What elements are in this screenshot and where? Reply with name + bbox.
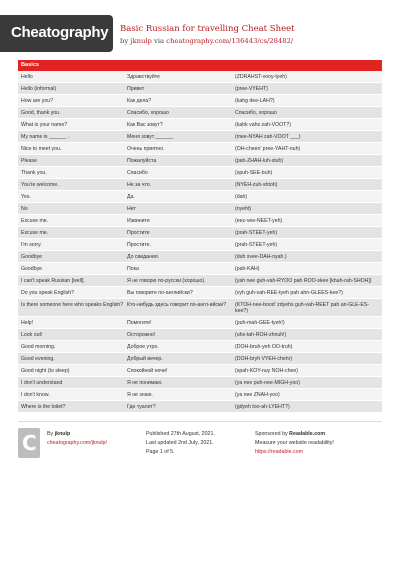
russian-phrase: Простите — [127, 230, 150, 236]
russian-phrase: Меня зовут ______ — [127, 134, 173, 140]
english-phrase: Where is the toilet? — [21, 404, 66, 410]
phrase-row — [18, 227, 382, 239]
phrase-row — [18, 155, 382, 167]
page-title: Basic Russian for travelling Cheat Sheet — [120, 24, 295, 34]
russian-phrase: Я не знаю. — [127, 392, 153, 398]
pronunciation: (dah) — [235, 194, 248, 200]
phrase-row — [18, 239, 382, 251]
english-phrase: Nice to meet you. — [21, 146, 62, 152]
english-phrase: Do you speak English? — [21, 290, 75, 296]
phrase-row — [18, 401, 382, 413]
sponsor-prefix: Sponsored by — [255, 431, 290, 437]
pronunciation: (OH-cheen' pree-YAHT-nuh) — [235, 146, 301, 152]
english-phrase: Hello — [21, 74, 33, 80]
phrase-row — [18, 119, 382, 131]
pronunciation: (duh svee-DAH-nyah.) — [235, 254, 287, 260]
english-phrase: Good night (to sleep) — [21, 368, 70, 374]
phrase-row — [18, 299, 382, 317]
russian-phrase: Очень приятно. — [127, 146, 165, 152]
russian-phrase: Спасибо — [127, 170, 148, 176]
pronunciation: (eez-vee-NEET-yeh) — [235, 218, 283, 224]
english-phrase: No — [21, 206, 28, 212]
russian-phrase: До свидания. — [127, 254, 160, 260]
english-phrase: You're welcome. — [21, 182, 59, 188]
phrase-row — [18, 389, 382, 401]
phrase-row — [18, 191, 382, 203]
russian-phrase: Спасибо, хорошо — [127, 110, 169, 116]
subtitle-via: via — [151, 37, 167, 45]
page-subtitle — [120, 37, 293, 45]
pronunciation: (ya nee puh-nee-MIGH-yoo) — [235, 380, 300, 386]
russian-phrase: Как Вас зовут? — [127, 122, 163, 128]
pronunciation: (pah-ZHAH-luh-stuh) — [235, 158, 284, 164]
english-phrase: Good evening. — [21, 356, 55, 362]
pronunciation: (vyh guh-vah-REE-tyeh pah ahn-GLEES-kee?) — [235, 290, 343, 296]
subtitle-by: by — [120, 37, 131, 45]
cheatography-logo[interactable] — [0, 15, 113, 52]
pronunciation: (mee-NYAH zah-VOOT ___) — [235, 134, 301, 140]
footer-author-link[interactable]: cheatography.com/jknulp/ — [47, 440, 107, 446]
english-phrase: Excuse me. — [21, 218, 49, 224]
russian-phrase: Кто-нибудь здесь говорит по-англ-ийски? — [127, 302, 227, 308]
english-phrase: Is there someone here who speaks English? — [21, 302, 124, 308]
phrase-row — [18, 365, 382, 377]
phrase-row — [18, 251, 382, 263]
sponsor-name: Readable.com — [289, 431, 326, 437]
pronunciation: (puh-mah-GEE-tyeh!) — [235, 320, 285, 326]
phrase-row — [18, 131, 382, 143]
pronunciation: (kahk vahs zah-VOOT?) — [235, 122, 291, 128]
author-avatar — [18, 428, 40, 458]
pronunciation: (NYEH-zuh-shtoh) — [235, 182, 278, 188]
avatar-letter: C — [22, 431, 37, 455]
phrase-row — [18, 263, 382, 275]
english-phrase: How are you? — [21, 98, 54, 104]
footer-dates — [146, 430, 215, 457]
pronunciation: (spah-KOY-nuy NOH-chee) — [235, 368, 298, 374]
phrase-table — [18, 71, 382, 413]
pronunciation: (prah-STEET-yeh) — [235, 242, 278, 248]
russian-phrase: Простите. — [127, 242, 152, 248]
page-footer — [18, 421, 382, 464]
russian-phrase: Я не говорю по-русски (хорошо). — [127, 278, 206, 284]
english-phrase: I don't know. — [21, 392, 50, 398]
phrase-row — [18, 215, 382, 227]
russian-phrase: Привет — [127, 86, 145, 92]
russian-phrase: Где туалет? — [127, 404, 156, 410]
phrase-row — [18, 107, 382, 119]
phrase-row — [18, 95, 382, 107]
english-phrase: Thank you. — [21, 170, 47, 176]
updated-date: Last updated 2nd July, 2021. — [146, 440, 214, 446]
russian-phrase: Я не понимаю. — [127, 380, 163, 386]
pronunciation: (uhs-tah-ROH-zhnuh!) — [235, 332, 287, 338]
pronunciation: (kahg dee-LAH?) — [235, 98, 275, 104]
russian-phrase: Да. — [127, 194, 135, 200]
russian-phrase: Вы говорите по-английски? — [127, 290, 193, 296]
phrase-row — [18, 317, 382, 329]
phrase-row — [18, 71, 382, 83]
phrase-row — [18, 275, 382, 287]
english-phrase: Goodbye — [21, 254, 43, 260]
english-phrase: Help! — [21, 320, 34, 326]
russian-phrase: Как дела? — [127, 98, 152, 104]
sponsor-tagline: Measure your website readability! — [255, 440, 334, 446]
russian-phrase: Пожалуйста — [127, 158, 157, 164]
page-number: Page 1 of 5. — [146, 449, 175, 455]
phrase-row — [18, 203, 382, 215]
russian-phrase: Спокойной ночи! — [127, 368, 168, 374]
pronunciation: (gdyeh too-ah-LYEHT?) — [235, 404, 290, 410]
english-phrase: I don't understand — [21, 380, 63, 386]
page-header — [0, 0, 400, 58]
english-phrase: Hello (informal) — [21, 86, 57, 92]
russian-phrase: Добрый вечер. — [127, 356, 163, 362]
pronunciation: Спасибо, хорошо — [235, 110, 277, 116]
pronunciation: (prah-STEET-yeh) — [235, 230, 278, 236]
pronunciation: (ZDRAHST-vooy-tyeh) — [235, 74, 287, 80]
pronunciation: (spuh-SEE-buh) — [235, 170, 273, 176]
footer-author-name: jknulp — [54, 431, 71, 437]
phrase-row — [18, 377, 382, 389]
phrase-row — [18, 341, 382, 353]
footer-sponsor — [255, 430, 334, 457]
phrase-row — [18, 353, 382, 365]
russian-phrase: Осторожно! — [127, 332, 156, 338]
english-phrase: Please — [21, 158, 37, 164]
phrase-row — [18, 143, 382, 155]
pronunciation: (nyeht) — [235, 206, 252, 212]
basics-section — [18, 60, 382, 412]
pronunciation: (yah nee guh-vah-RYOO pah ROO-skee [khah-rah-SHOH]) — [235, 278, 372, 284]
russian-phrase: Пока — [127, 266, 139, 272]
russian-phrase: Извините — [127, 218, 150, 224]
sheet-url-link[interactable]: cheatography.com/136443/cs/28482/ — [166, 37, 294, 45]
pronunciation: (DOH-bryh VYEH-chehr) — [235, 356, 293, 362]
pronunciation: (ya nee ZNAH-yoo) — [235, 392, 280, 398]
english-phrase: Yes. — [21, 194, 31, 200]
sponsor-link[interactable]: https://readable.com — [255, 449, 303, 455]
english-phrase: Goodbye — [21, 266, 43, 272]
english-phrase: I can't speak Russian [well]. — [21, 278, 85, 284]
russian-phrase: Нет — [127, 206, 136, 212]
russian-phrase: Здравствуйте — [127, 74, 160, 80]
phrase-row — [18, 167, 382, 179]
logo-text: Cheatography — [11, 24, 109, 41]
published-date: Published 27th August, 2021. — [146, 431, 215, 437]
footer-author — [47, 430, 107, 448]
english-phrase: Excuse me. — [21, 230, 49, 236]
phrase-row — [18, 83, 382, 95]
footer-by-label: By — [47, 431, 55, 437]
author-link[interactable]: jknulp — [130, 37, 152, 45]
english-phrase: Good morning. — [21, 344, 56, 350]
phrase-row — [18, 179, 382, 191]
phrase-row — [18, 329, 382, 341]
english-phrase: I'm sorry. — [21, 242, 42, 248]
english-phrase: What is your name? — [21, 122, 68, 128]
phrase-row — [18, 287, 382, 299]
pronunciation: (KTOH-nee-bood' zdyehs guh-vah-REET pah an-GLE-ES-kee?) — [235, 302, 370, 314]
english-phrase: My name is ______ . — [21, 134, 70, 140]
pronunciation: (pree-VYEHT) — [235, 86, 268, 92]
pronunciation: (DOH-bruh-yeh OO-truh) — [235, 344, 293, 350]
pronunciation: (pah-KAH) — [235, 266, 260, 272]
russian-phrase: Не за что. — [127, 182, 152, 188]
english-phrase: Look out! — [21, 332, 43, 338]
section-title: Basics — [18, 60, 382, 71]
russian-phrase: Помогите! — [127, 320, 152, 326]
russian-phrase: Доброе утро. — [127, 344, 159, 350]
english-phrase: Good, thank you. — [21, 110, 61, 116]
